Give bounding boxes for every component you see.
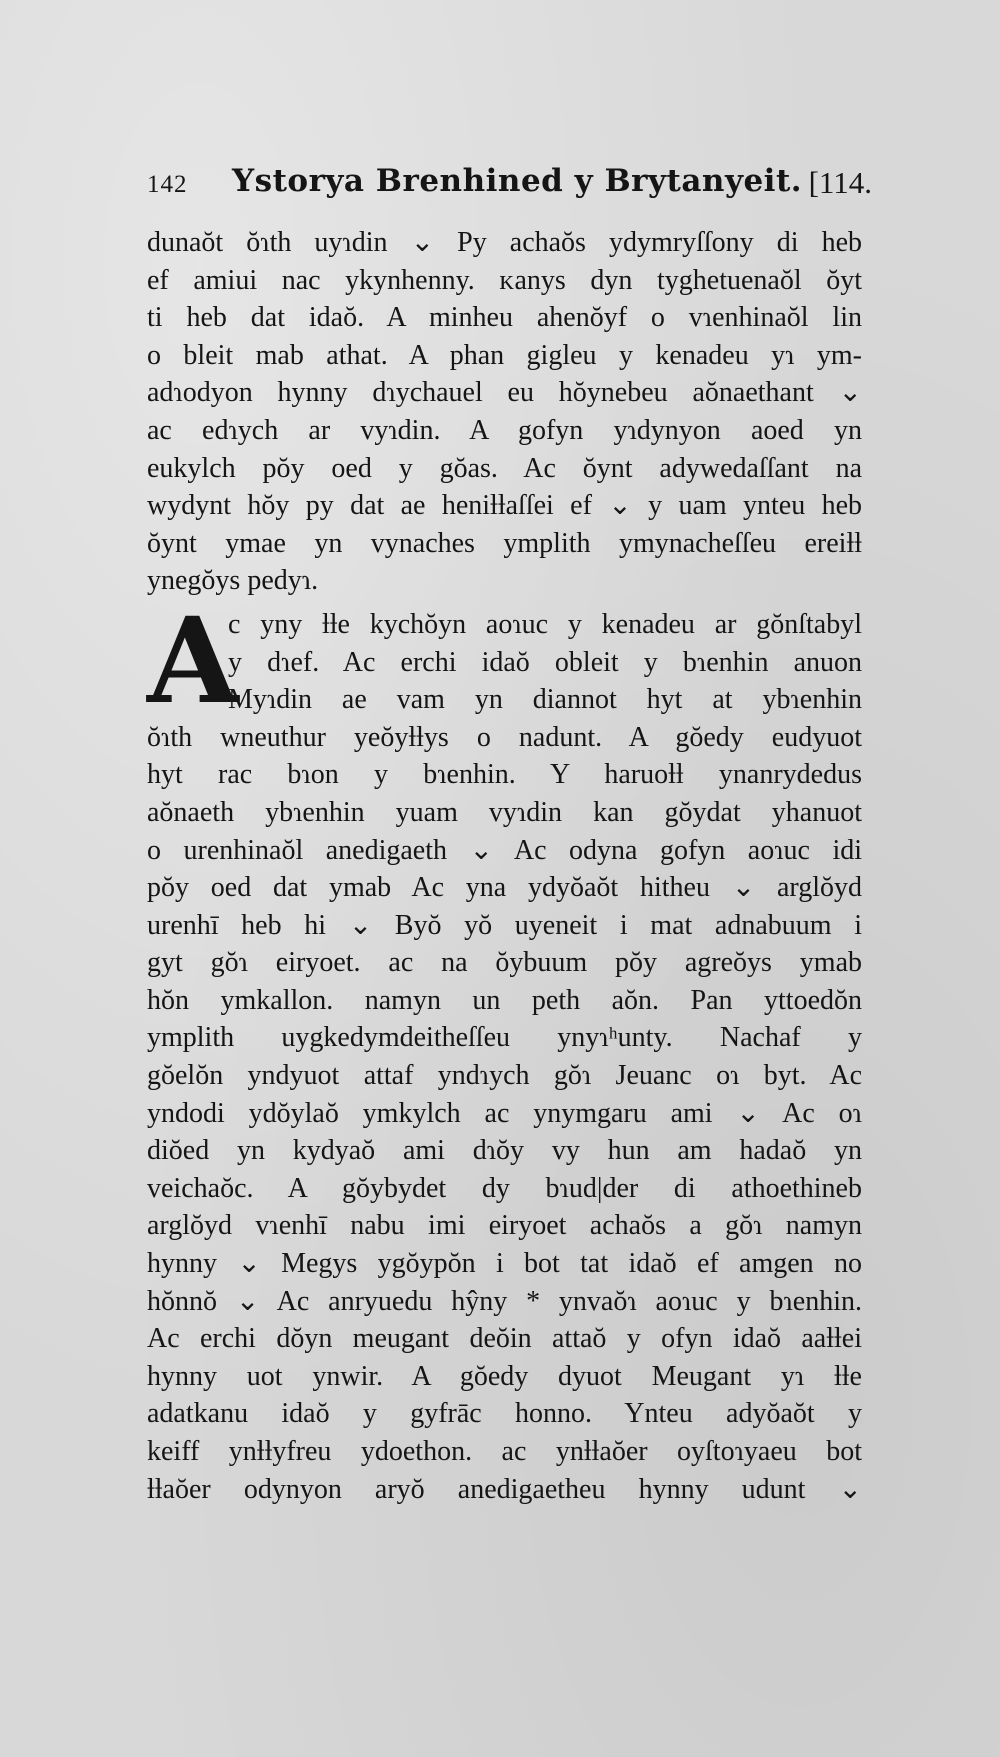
- text-line: keiff ynƚƚyfreu ydoethon. ac ynƚƚaŏer oyſtoɿyaeu bot: [147, 1436, 862, 1467]
- text-line: hynny uot ynwir. A gŏedy dyuot Meugant yɿ ƚƚe: [147, 1360, 862, 1392]
- drop-cap-lines: [147, 606, 862, 719]
- text-line: Ac erchi dŏyn meugant deŏin attaŏ y ofyn idaŏ aaƚƚei: [147, 1323, 862, 1355]
- text-line: aŏnaeth ybɿenhin yuam vyɿdin kan gŏydat yhanuot: [147, 796, 862, 828]
- drop-cap-letter: A: [147, 591, 239, 730]
- text-line: Myɿdin ae vam yn diannot hyt at ybɿenhin: [228, 684, 862, 716]
- text-line: ef amiui nac ykynhenny. ᴋanys dyn tyghetuenaŏl ŏyt: [147, 264, 862, 296]
- text-line: hŏnnŏ ⌄ Ac anryuedu hŷny * ynvaŏɿ aoɿuc y bɿenhin.: [147, 1285, 862, 1317]
- text-line: urenhī heb hi ⌄ Byŏ yŏ uyeneit i mat adnabuum i: [147, 909, 862, 941]
- text-line: yndodi ydŏylaŏ ymkylch ac ynymgaru ami ⌄ Ac oɿ: [147, 1097, 862, 1129]
- drop-cap: [147, 591, 239, 732]
- text-line: ti heb dat idaŏ. A minheu ahenŏyf o vɿenhinaŏl lin: [147, 302, 862, 334]
- text-line: ƚƚaŏer odynyon aryŏ anedigaetheu hynny udunt ⌄: [147, 1473, 862, 1505]
- text-line: arglŏyd vɿenhī nabu imi eiryoet achaŏs a gŏɿ namyn: [147, 1210, 862, 1242]
- body-text: [147, 224, 862, 1508]
- text-line: ŏɿth wneuthur yeŏyƚƚys o nadunt. A gŏedy eudyuot: [147, 721, 862, 753]
- text-line: eukylch pŏy oed y gŏas. Ac ŏynt adywedaſſant na: [147, 452, 862, 484]
- section-reference: [114.: [808, 165, 872, 200]
- text-line: o bleit mab athat. A phan gigleu y kenadeu yɿ ym-: [147, 339, 862, 371]
- page-number: 142: [147, 171, 188, 198]
- text-line: o urenhinaŏl anedigaeth ⌄ Ac odyna gofyn aoɿuc idi: [147, 834, 862, 866]
- text-line: ynegŏys pedyɿ.: [147, 565, 319, 597]
- text-line: gyt gŏɿ eiryoet. ac na ŏybuum pŏy agreŏys ymab: [147, 947, 862, 979]
- text-line: c yny ƚƚe kychŏyn aoɿuc y kenadeu ar gŏnſtabyl: [228, 608, 862, 640]
- paragraph-2: [147, 606, 862, 1508]
- paragraph-1: [147, 224, 862, 600]
- text-line: veichaŏc. A gŏybydet dy bɿud|der di athoethineb: [147, 1172, 862, 1204]
- text-line: hŏn ymkallon. namyn un peth aŏn. Pan yttoedŏn: [147, 984, 862, 1016]
- text-line: ymplith uygkedymdeitheſſeu ynyɿʰunty. Nachaf y: [147, 1022, 862, 1054]
- text-line: adɿodyon hynny dɿychauel eu hŏynebeu aŏnaethant ⌄: [147, 377, 862, 409]
- text-line: y dɿef. Ac erchi idaŏ obleit y bɿenhin anuon: [228, 646, 862, 678]
- text-line: gŏelŏn yndyuot attaf yndɿych gŏɿ Jeuanc oɿ byt. Ac: [147, 1060, 862, 1092]
- text-line: hynny ⌄ Megys ygŏypŏn i bot tat idaŏ ef amgen no: [147, 1248, 862, 1280]
- text-line: hyt rac bɿon y bɿenhin. Y haruoƚƚ ynanrydedus: [147, 759, 862, 791]
- running-title: Ystorya Brenhined y Brytanyeit.: [232, 163, 803, 199]
- text-line: wydynt hŏy py dat ae heniƚƚaſſei ef ⌄ y uam ynteu heb: [147, 490, 862, 522]
- text-line: ac edɿych ar vyɿdin. A gofyn yɿdynyon aoed yn: [147, 414, 862, 446]
- text-line: ŏynt ymae yn vynaches ymplith ymynacheſſeu ereiƚƚ: [147, 527, 862, 559]
- text-line: dunaŏt ŏɿth uyɿdin ⌄ Py achaŏs ydymryſſony di heb: [147, 227, 862, 258]
- running-head: [147, 163, 872, 213]
- text-line: pŏy oed dat ymab Ac yna ydyŏaŏt hitheu ⌄ arglŏyd: [147, 872, 862, 904]
- text-line: diŏed yn kydyaŏ ami dɿŏy vy hun am hadaŏ yn: [147, 1135, 862, 1167]
- text-line: adatkanu idaŏ y gyfrāc honno. Ynteu adyŏaŏt y: [147, 1398, 862, 1430]
